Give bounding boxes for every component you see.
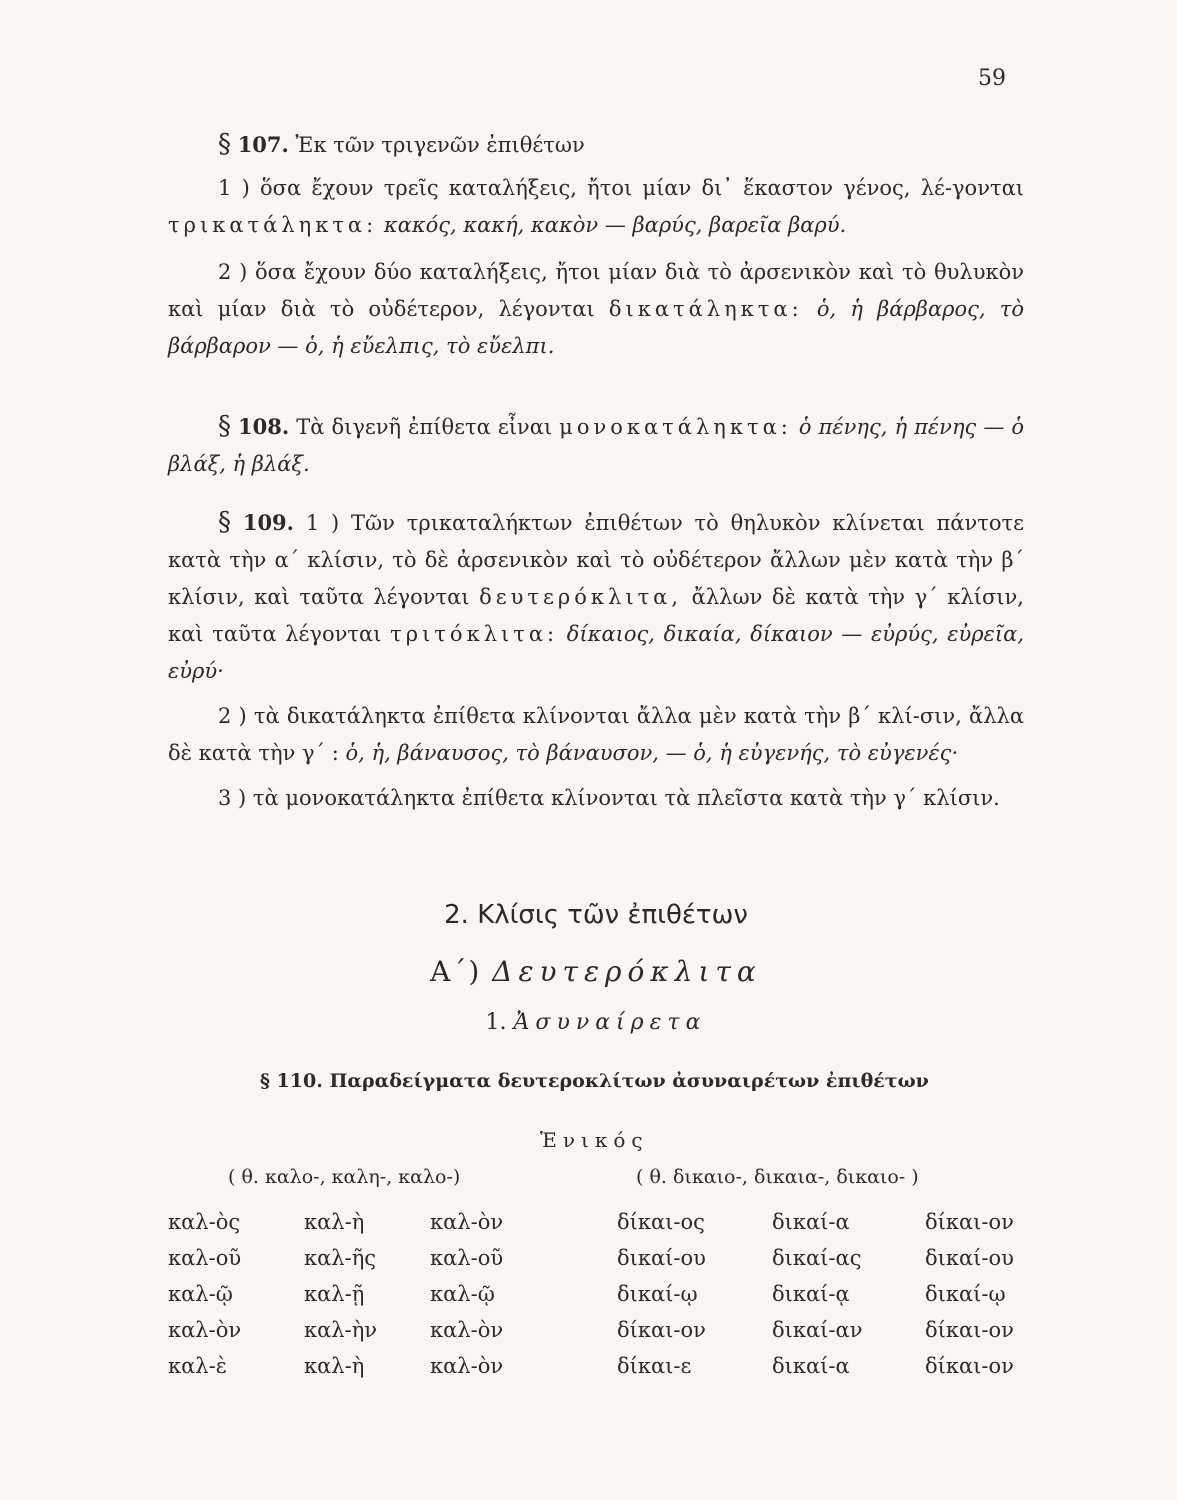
paradigm-cell: καλ-ῷ bbox=[430, 1282, 495, 1306]
section-number: 107. bbox=[237, 132, 289, 157]
section-title-declension: 2. Κλίσις τῶν ἐπιθέτων bbox=[444, 900, 748, 930]
paragraph-109 bbox=[168, 504, 1024, 817]
paragraph-107-item-1 bbox=[168, 170, 1024, 244]
subsubsection-prefix: 1. bbox=[485, 1010, 507, 1035]
section-symbol: § bbox=[218, 129, 231, 159]
subsection-prefix: Α΄) bbox=[430, 955, 482, 988]
paradigm-cell: δικαί-ου bbox=[925, 1246, 1014, 1270]
section-symbol: § bbox=[218, 411, 231, 441]
paradigm-cell: καλ-ῆς bbox=[304, 1246, 377, 1270]
term-spaced: τρικατάληκτα: bbox=[168, 213, 378, 237]
item-text: 2 ) ὅσα ἔχουν δύο καταλήξεις, ἤτοι μίαν διὰ τὸ ἀρσενικὸν καὶ τὸ θυλυκὸν καὶ μίαν διὰ τὸ οὐδέτερον, λέγονται bbox=[168, 260, 1024, 321]
example-text: ὁ, ἡ βάρβαρος, τὸ βάρβαρον — ὁ, ἡ εὔελπις, τὸ εὔελπι. bbox=[168, 297, 1024, 358]
paragraph-107-heading bbox=[168, 126, 1024, 164]
term-spaced: τριτόκλιτα: bbox=[390, 622, 559, 646]
paradigm-cell: δικαί-α bbox=[772, 1210, 850, 1234]
paradigm-cell: καλ-ῷ bbox=[168, 1282, 233, 1306]
paradigm-cell: καλ-ὸν bbox=[430, 1354, 504, 1378]
page-number: 59 bbox=[978, 66, 1006, 91]
paradigm-cell: δίκαι-ον bbox=[617, 1318, 706, 1342]
paradigm-cell: δικαί-ᾳ bbox=[772, 1282, 850, 1306]
example-text: ὁ, ἡ, βάναυσος, τὸ βάναυσον, — ὁ, ἡ εὐγενής, τὸ εὐγενές· bbox=[345, 741, 959, 765]
paragraph-109-item-3: 3 ) τὰ μονοκατάληκτα ἐπίθετα κλίνονται τὰ πλεῖστα κατὰ τὴν γ΄ κλίσιν. bbox=[218, 786, 1000, 810]
paradigm-cell: δίκαι-ος bbox=[617, 1210, 705, 1234]
subsection-name: Δευτερόκλιτα bbox=[492, 955, 762, 988]
term-spaced: μονοκατάληκτα: bbox=[559, 415, 792, 439]
paradigm-cell: καλ-ὴν bbox=[304, 1318, 378, 1342]
term-spaced: δευτερόκλιτα, bbox=[479, 585, 683, 609]
paradigm-cell: δικαί-αν bbox=[772, 1318, 863, 1342]
section-number: 108. bbox=[238, 414, 290, 439]
paradigm-cell: καλ-οῦ bbox=[168, 1246, 242, 1270]
example-text: δίκαιος, δικαία, δίκαιον — εὐρύς, εὐρεῖα, εὐρύ· bbox=[168, 622, 1024, 683]
paradigm-cell: δίκαι-ε bbox=[617, 1354, 692, 1378]
paradigm-cell: δικαί-ῳ bbox=[925, 1282, 1006, 1306]
paradigm-cell: καλ-ὴ bbox=[304, 1354, 365, 1378]
paradigm-cell: καλ-ὸν bbox=[430, 1318, 504, 1342]
paradigm-cell: δικαί-ας bbox=[772, 1246, 862, 1270]
paragraph-107-item-2 bbox=[168, 254, 1024, 365]
paradigm-cell: δικαί-ῳ bbox=[617, 1282, 698, 1306]
paragraph-110-heading: § 110. Παραδείγματα δευτεροκλίτων ἀσυναιρέτων ἐπιθέτων bbox=[260, 1070, 929, 1092]
paradigm-cell: δίκαι-ον bbox=[925, 1318, 1014, 1342]
paradigm-cell: δίκαι-ον bbox=[925, 1354, 1014, 1378]
paradigm-cell: καλ-ὸν bbox=[168, 1318, 242, 1342]
paragraph-109-item-2 bbox=[168, 698, 1024, 772]
example-text: κακός, κακή, κακὸν — βαρύς, βαρεῖα βαρύ. bbox=[383, 213, 847, 237]
item-text: 1 ) ὅσα ἔχουν τρεῖς καταλήξεις, ἤτοι μίαν δι᾽ ἕκαστον γένος, λέ-γονται bbox=[218, 176, 1024, 200]
paradigm-cell: καλ-ῇ bbox=[304, 1282, 365, 1306]
item-text: 2 ) τὰ δικατάληκτα ἐπίθετα κλίνονται ἄλλα μὲν κατὰ τὴν β΄ κλί-σιν, ἄλλα δὲ κατὰ τὴν γ΄ : bbox=[168, 704, 1024, 765]
paradigm-cell: καλ-ὸς bbox=[168, 1210, 241, 1234]
item-text: Τὰ διγενῆ ἐπίθετα εἶναι bbox=[296, 415, 553, 439]
subsubsection-title bbox=[168, 1010, 1024, 1035]
paradigm-cell: καλ-ὴ bbox=[304, 1210, 365, 1234]
stem-right: ( θ. δικαιο-, δικαια-, δικαιο- ) bbox=[636, 1166, 919, 1188]
paradigm-cell: καλ-ὸν bbox=[430, 1210, 504, 1234]
paradigm-cell: δικαί-ου bbox=[617, 1246, 706, 1270]
section-symbol: § bbox=[218, 507, 231, 537]
section-title: Ἐκ τῶν τριγενῶν ἐπιθέτων bbox=[295, 133, 585, 157]
paradigm-cell: καλ-ὲ bbox=[168, 1354, 227, 1378]
term-spaced: δικατάληκτα: bbox=[608, 297, 803, 321]
subsubsection-name: Ἀσυναίρετα bbox=[513, 1010, 707, 1035]
section-number: 109. bbox=[242, 510, 294, 535]
paragraph-109-item-1 bbox=[168, 504, 1024, 690]
item-text: ἄλλων δὲ κατὰ τὴν γ΄ κλίσιν, καὶ ταῦτα λέγονται bbox=[168, 585, 1024, 646]
subsection-title bbox=[168, 955, 1024, 988]
number-label: Ἑνικός bbox=[540, 1128, 649, 1152]
example-text: ὁ πένης, ἡ πένης — ὁ βλάξ, ἡ βλάξ. bbox=[168, 415, 1024, 476]
paragraph-108 bbox=[168, 408, 1024, 483]
paragraph-107 bbox=[168, 126, 1024, 365]
paradigm-cell: δικαί-α bbox=[772, 1354, 850, 1378]
paradigm-cell: καλ-οῦ bbox=[430, 1246, 504, 1270]
stem-left: ( θ. καλο-, καλη-, καλο-) bbox=[228, 1166, 461, 1188]
item-text: 1 ) Τῶν τρικαταλήκτων ἐπιθέτων τὸ θηλυκὸν κλίνεται πάντοτε κατὰ τὴν α΄ κλίσιν, τὸ δὲ ἀρσενικὸν καὶ τὸ οὐδέτερον ἄλλων μὲν κατὰ τὴν β΄ κλίσιν, καὶ ταῦτα λέγονται bbox=[168, 511, 1024, 609]
paradigm-cell: δίκαι-ον bbox=[925, 1210, 1014, 1234]
